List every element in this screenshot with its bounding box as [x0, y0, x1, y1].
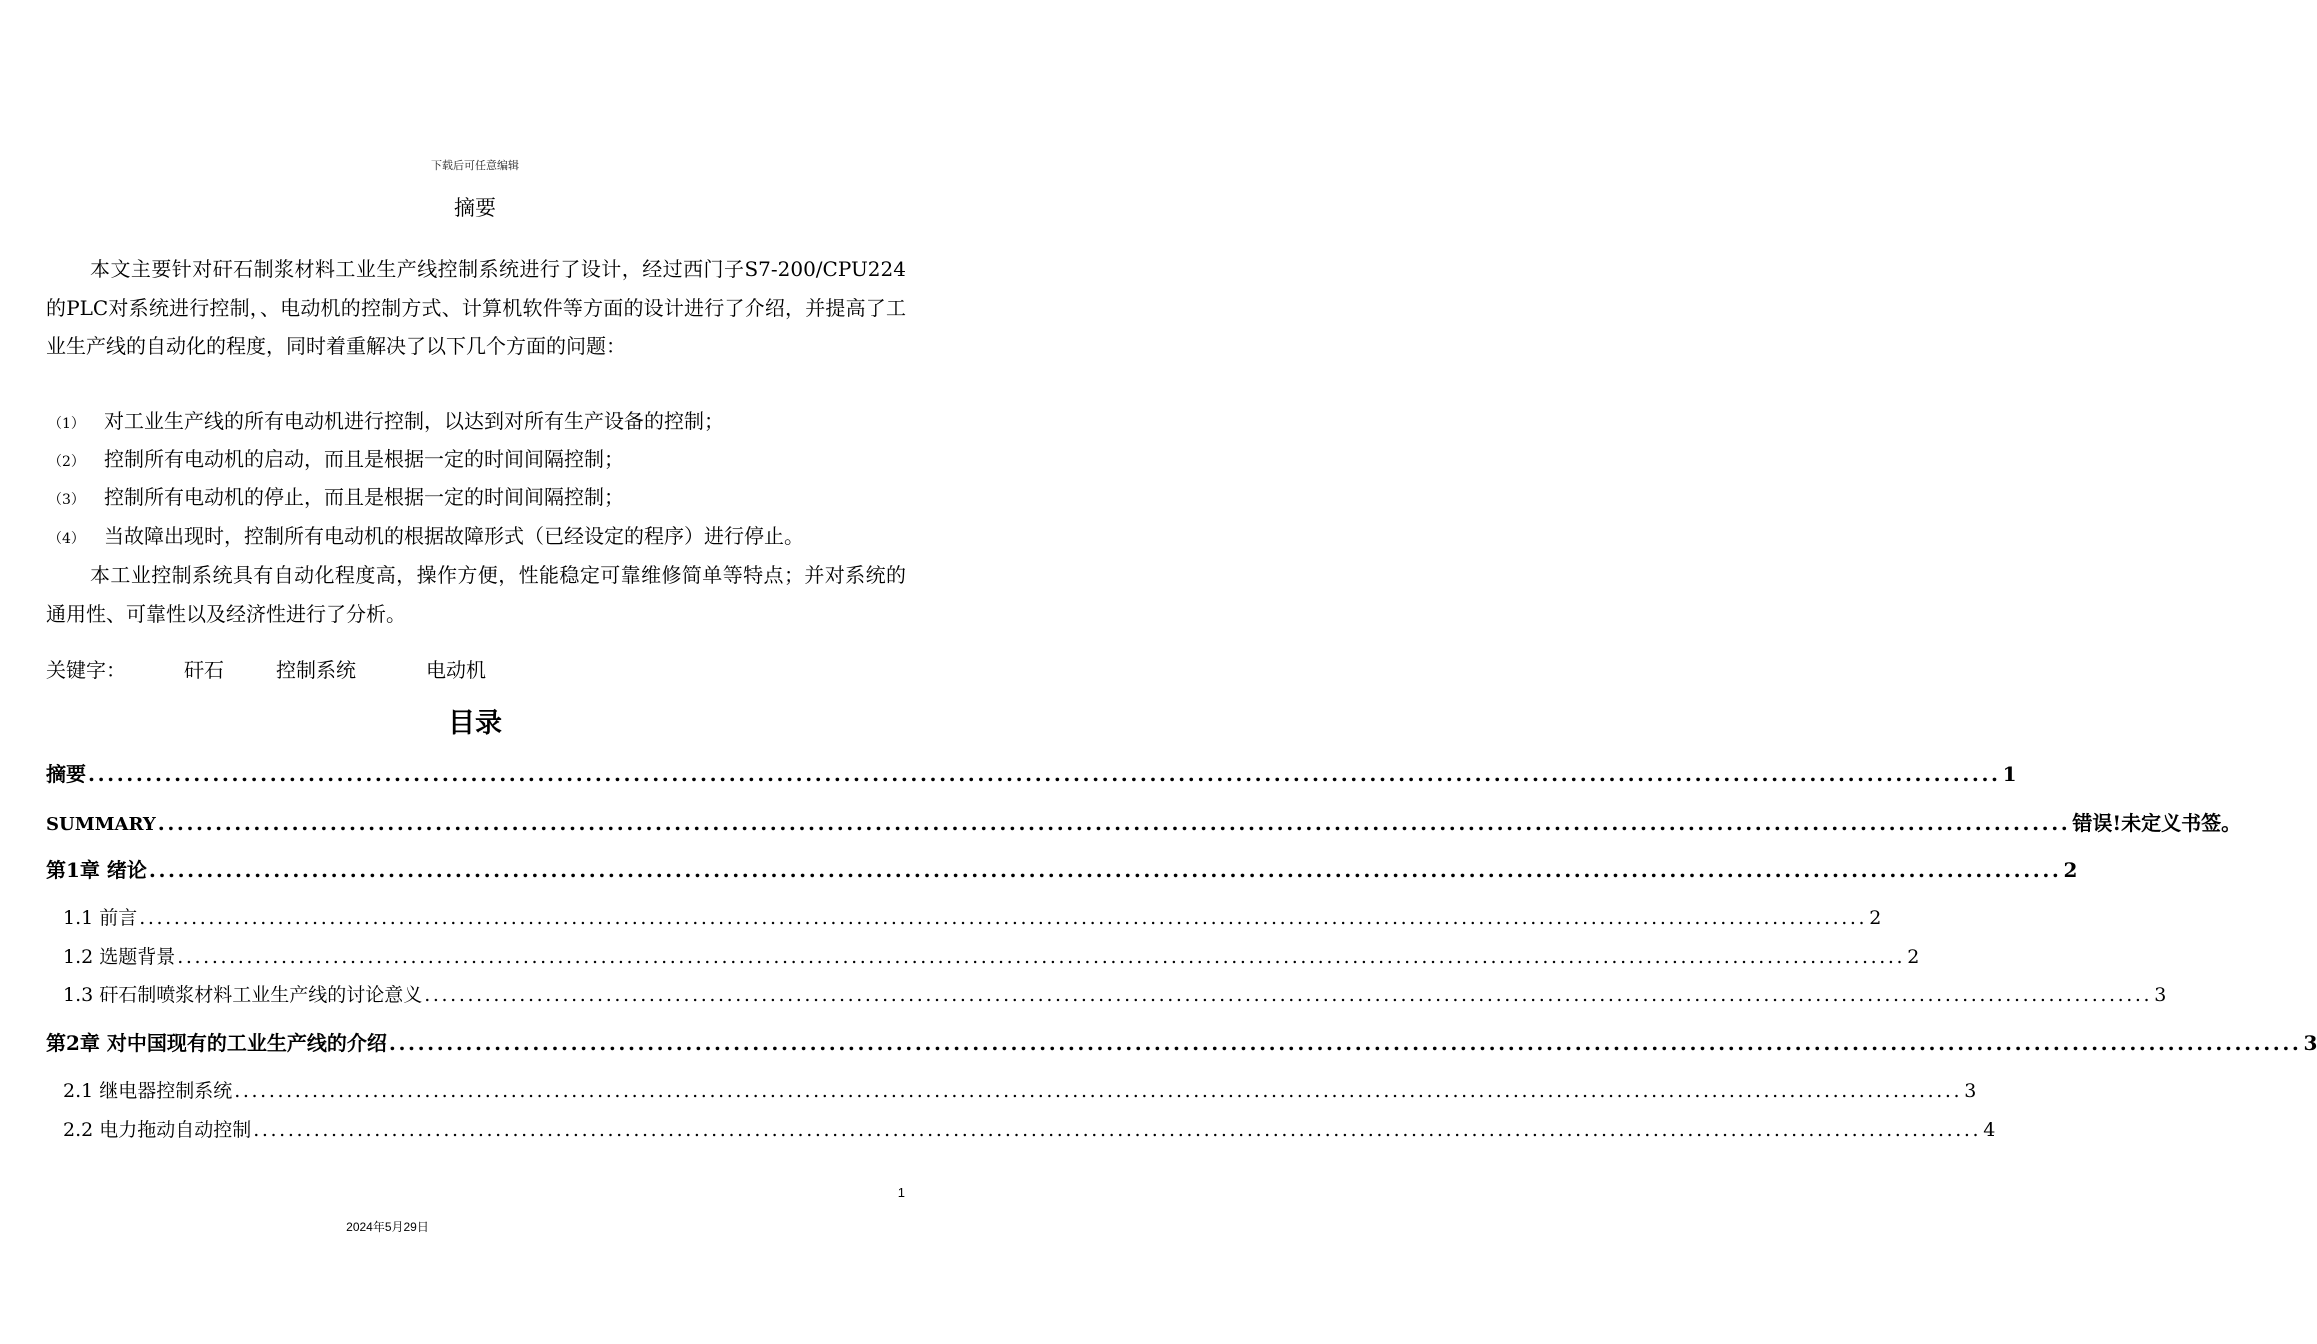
toc-entry[interactable]: [63, 1115, 1996, 1145]
toc-entry-page: 1: [2002, 762, 2017, 786]
toc-leader-dots: ........................................................................................................................................................................................................: [424, 984, 2153, 1006]
toc-leader-dots: ........................................................................................................................................................................................................: [177, 946, 1906, 968]
toc-entry-page: 4: [1983, 1119, 1996, 1141]
toc-entry[interactable]: [46, 808, 2242, 838]
list-item: [48, 517, 908, 555]
list-item-number: （2）: [48, 454, 85, 470]
toc-title: 目录: [448, 708, 502, 739]
footer-date: 2024年5月29日: [346, 1220, 429, 1234]
toc-leader-dots: ........................................................................................................................................................................................................: [234, 1080, 1963, 1102]
toc-entry[interactable]: [63, 1076, 1977, 1106]
keyword: 控制系统: [276, 658, 356, 682]
list-item-text: 控制所有电动机的停止，而且是根据一定的时间间隔控制；: [104, 485, 624, 509]
list-item: [48, 402, 908, 440]
toc-leader-dots: ........................................................................................................................................................................................................: [148, 858, 2062, 882]
toc-entry-page: 3: [1964, 1080, 1977, 1102]
list-item-number: （4）: [48, 531, 85, 547]
toc-entry-page: 2: [1869, 907, 1882, 929]
abstract-paragraph: 本文主要针对矸石制浆材料工业生产线控制系统进行了设计，经过西门子S7-200/CPU224的PLC对系统进行控制，、电动机的控制方式、计算机软件等方面的设计进行了介绍，并提高了工业生产线的自动化的程度，同时着重解决了以下几个方面的问题：: [46, 257, 906, 358]
toc-entry-label: 1.3 矸石制喷浆材料工业生产线的讨论意义: [63, 984, 423, 1006]
toc-entry-label: 摘要: [46, 762, 86, 786]
toc-entry[interactable]: [46, 855, 2078, 885]
toc-entry-page: 3: [2154, 984, 2167, 1006]
toc-entry-label: 第2章 对中国现有的工业生产线的介绍: [46, 1031, 387, 1055]
list-item: [48, 478, 908, 516]
abstract-paragraph-2: 本工业控制系统具有自动化程度高，操作方便，性能稳定可靠维修简单等特点；并对系统的通用性、可靠性以及经济性进行了分析。: [46, 563, 906, 626]
toc-entry[interactable]: [46, 759, 2017, 789]
toc-entry[interactable]: [46, 1028, 2317, 1058]
toc-entry-label: SUMMARY: [46, 814, 156, 835]
list-item-text: 控制所有电动机的启动，而且是根据一定的时间间隔控制；: [104, 447, 624, 471]
toc-entry-label: 2.1 继电器控制系统: [63, 1080, 233, 1102]
list-item: [48, 440, 908, 478]
toc-entry-label: 2.2 电力拖动自动控制: [63, 1119, 252, 1141]
toc-entry[interactable]: [63, 903, 1882, 933]
toc-entry-page: 3: [2303, 1031, 2317, 1055]
list-item-number: （3）: [48, 492, 85, 508]
list-item-text: 当故障出现时，控制所有电动机的根据故障形式（已经设定的程序）进行停止。: [104, 524, 804, 548]
toc-entry-page: 2: [1907, 946, 1920, 968]
keyword: 矸石: [184, 658, 224, 682]
keywords-line: [46, 651, 486, 689]
keywords-label: 关键字：: [46, 658, 126, 682]
abstract-heading: 摘要: [454, 196, 496, 220]
footer-page-number: 1: [897, 1185, 905, 1200]
toc-entry[interactable]: [63, 942, 1920, 972]
keyword: 电动机: [426, 658, 486, 682]
toc-entry-page: 错误!未定义书签。: [2072, 811, 2242, 835]
header-note: 下载后可任意编辑: [431, 159, 519, 172]
toc-leader-dots: ........................................................................................................................................................................................................: [139, 907, 1868, 929]
toc-leader-dots: ........................................................................................................................................................................................................: [388, 1031, 2302, 1055]
toc-leader-dots: ........................................................................................................................................................................................................: [253, 1119, 1982, 1141]
toc-entry-page: 2: [2063, 858, 2078, 882]
toc-leader-dots: ........................................................................................................................................................................................................: [157, 811, 2071, 835]
list-item-number: （1）: [48, 416, 85, 432]
list-item-text: 对工业生产线的所有电动机进行控制，以达到对所有生产设备的控制；: [104, 409, 724, 433]
toc-entry[interactable]: [63, 980, 2167, 1010]
toc-entry-label: 1.1 前言: [63, 907, 138, 929]
toc-entry-label: 第1章 绪论: [46, 858, 147, 882]
toc-leader-dots: ........................................................................................................................................................................................................: [88, 762, 2001, 786]
toc-entry-label: 1.2 选题背景: [63, 946, 176, 968]
